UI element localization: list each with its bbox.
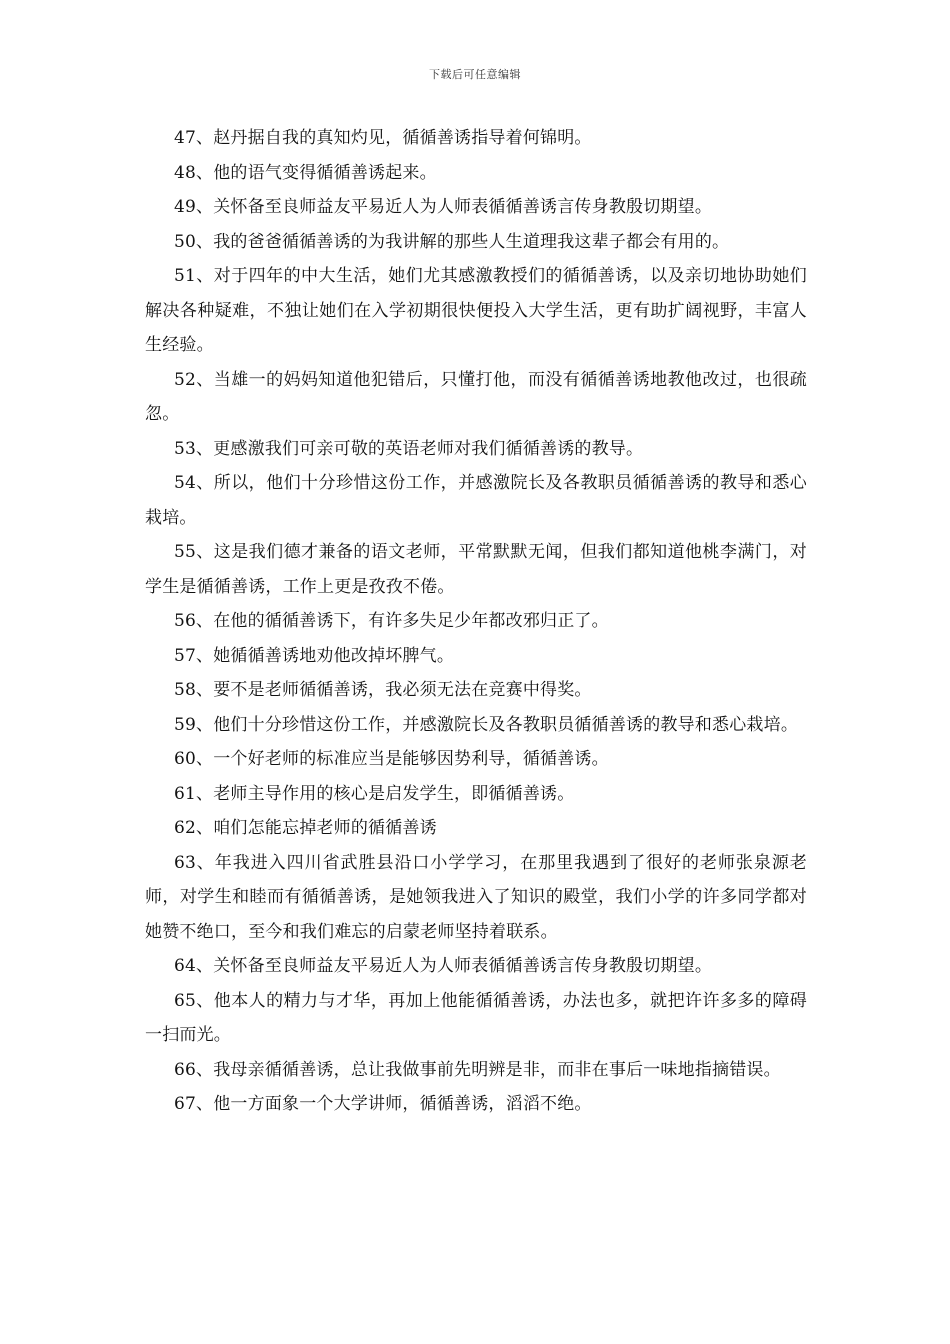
- paragraph-63: 63、年我进入四川省武胜县沿口小学学习，在那里我遇到了很好的老师张泉源老师，对学生和睦而有循循善诱，是她领我进入了知识的殿堂，我们小学的许多同学都对她赞不绝口，至今和我们难忘的启蒙老师坚持着联系。: [145, 852, 807, 942]
- paragraph-52: 52、当雄一的妈妈知道他犯错后，只懂打他，而没有循循善诱地教他改过，也很疏忽。: [145, 369, 807, 424]
- document-body: [145, 121, 807, 1122]
- paragraph-49: 49、关怀备至良师益友平易近人为人师表循循善诱言传身教殷切期望。: [174, 197, 713, 217]
- paragraph-58: 58、要不是老师循循善诱，我必须无法在竞赛中得奖。: [174, 680, 592, 700]
- paragraph-62: 62、咱们怎能忘掉老师的循循善诱: [174, 818, 437, 838]
- paragraph-59: 59、他们十分珍惜这份工作，并感激院长及各教职员循循善诱的教导和悉心栽培。: [174, 714, 799, 735]
- page-header: 下载后可任意编辑: [429, 68, 521, 81]
- paragraph-56: 56、在他的循循善诱下，有许多失足少年都改邪归正了。: [174, 611, 609, 631]
- paragraph-47: 47、赵丹据自我的真知灼见，循循善诱指导着何锦明。: [174, 128, 592, 148]
- paragraph-48: 48、他的语气变得循循善诱起来。: [174, 162, 437, 183]
- paragraph-55: 55、这是我们德才兼备的语文老师，平常默默无闻，但我们都知道他桃李满门，对学生是循循善诱，工作上更是孜孜不倦。: [145, 542, 807, 597]
- paragraph-61: 61、老师主导作用的核心是启发学生，即循循善诱。: [174, 783, 575, 804]
- paragraph-67: 67、他一方面象一个大学讲师，循循善诱，滔滔不绝。: [174, 1094, 592, 1114]
- paragraph-50: 50、我的爸爸循循善诱的为我讲解的那些人生道理我这辈子都会有用的。: [174, 231, 730, 252]
- paragraph-57: 57、她循循善诱地劝他改掉坏脾气。: [174, 645, 455, 666]
- paragraph-53: 53、更感激我们可亲可敬的英语老师对我们循循善诱的教导。: [174, 438, 644, 459]
- paragraph-65: 65、他本人的精力与才华，再加上他能循循善诱，办法也多，就把许许多多的障碍一扫而光。: [145, 990, 807, 1045]
- paragraph-60: 60、一个好老师的标准应当是能够因势利导，循循善诱。: [174, 749, 609, 769]
- paragraph-64: 64、关怀备至良师益友平易近人为人师表循循善诱言传身教殷切期望。: [174, 956, 713, 976]
- paragraph-54: 54、所以，他们十分珍惜这份工作，并感激院长及各教职员循循善诱的教导和悉心栽培。: [145, 473, 807, 528]
- paragraph-51: 51、对于四年的中大生活，她们尤其感激教授们的循循善诱，以及亲切地协助她们解决各种疑难，不独让她们在入学初期很快便投入大学生活，更有助扩阔视野，丰富人生经验。: [145, 266, 807, 355]
- paragraph-66: 66、我母亲循循善诱，总让我做事前先明辨是非，而非在事后一味地指摘错误。: [174, 1059, 781, 1080]
